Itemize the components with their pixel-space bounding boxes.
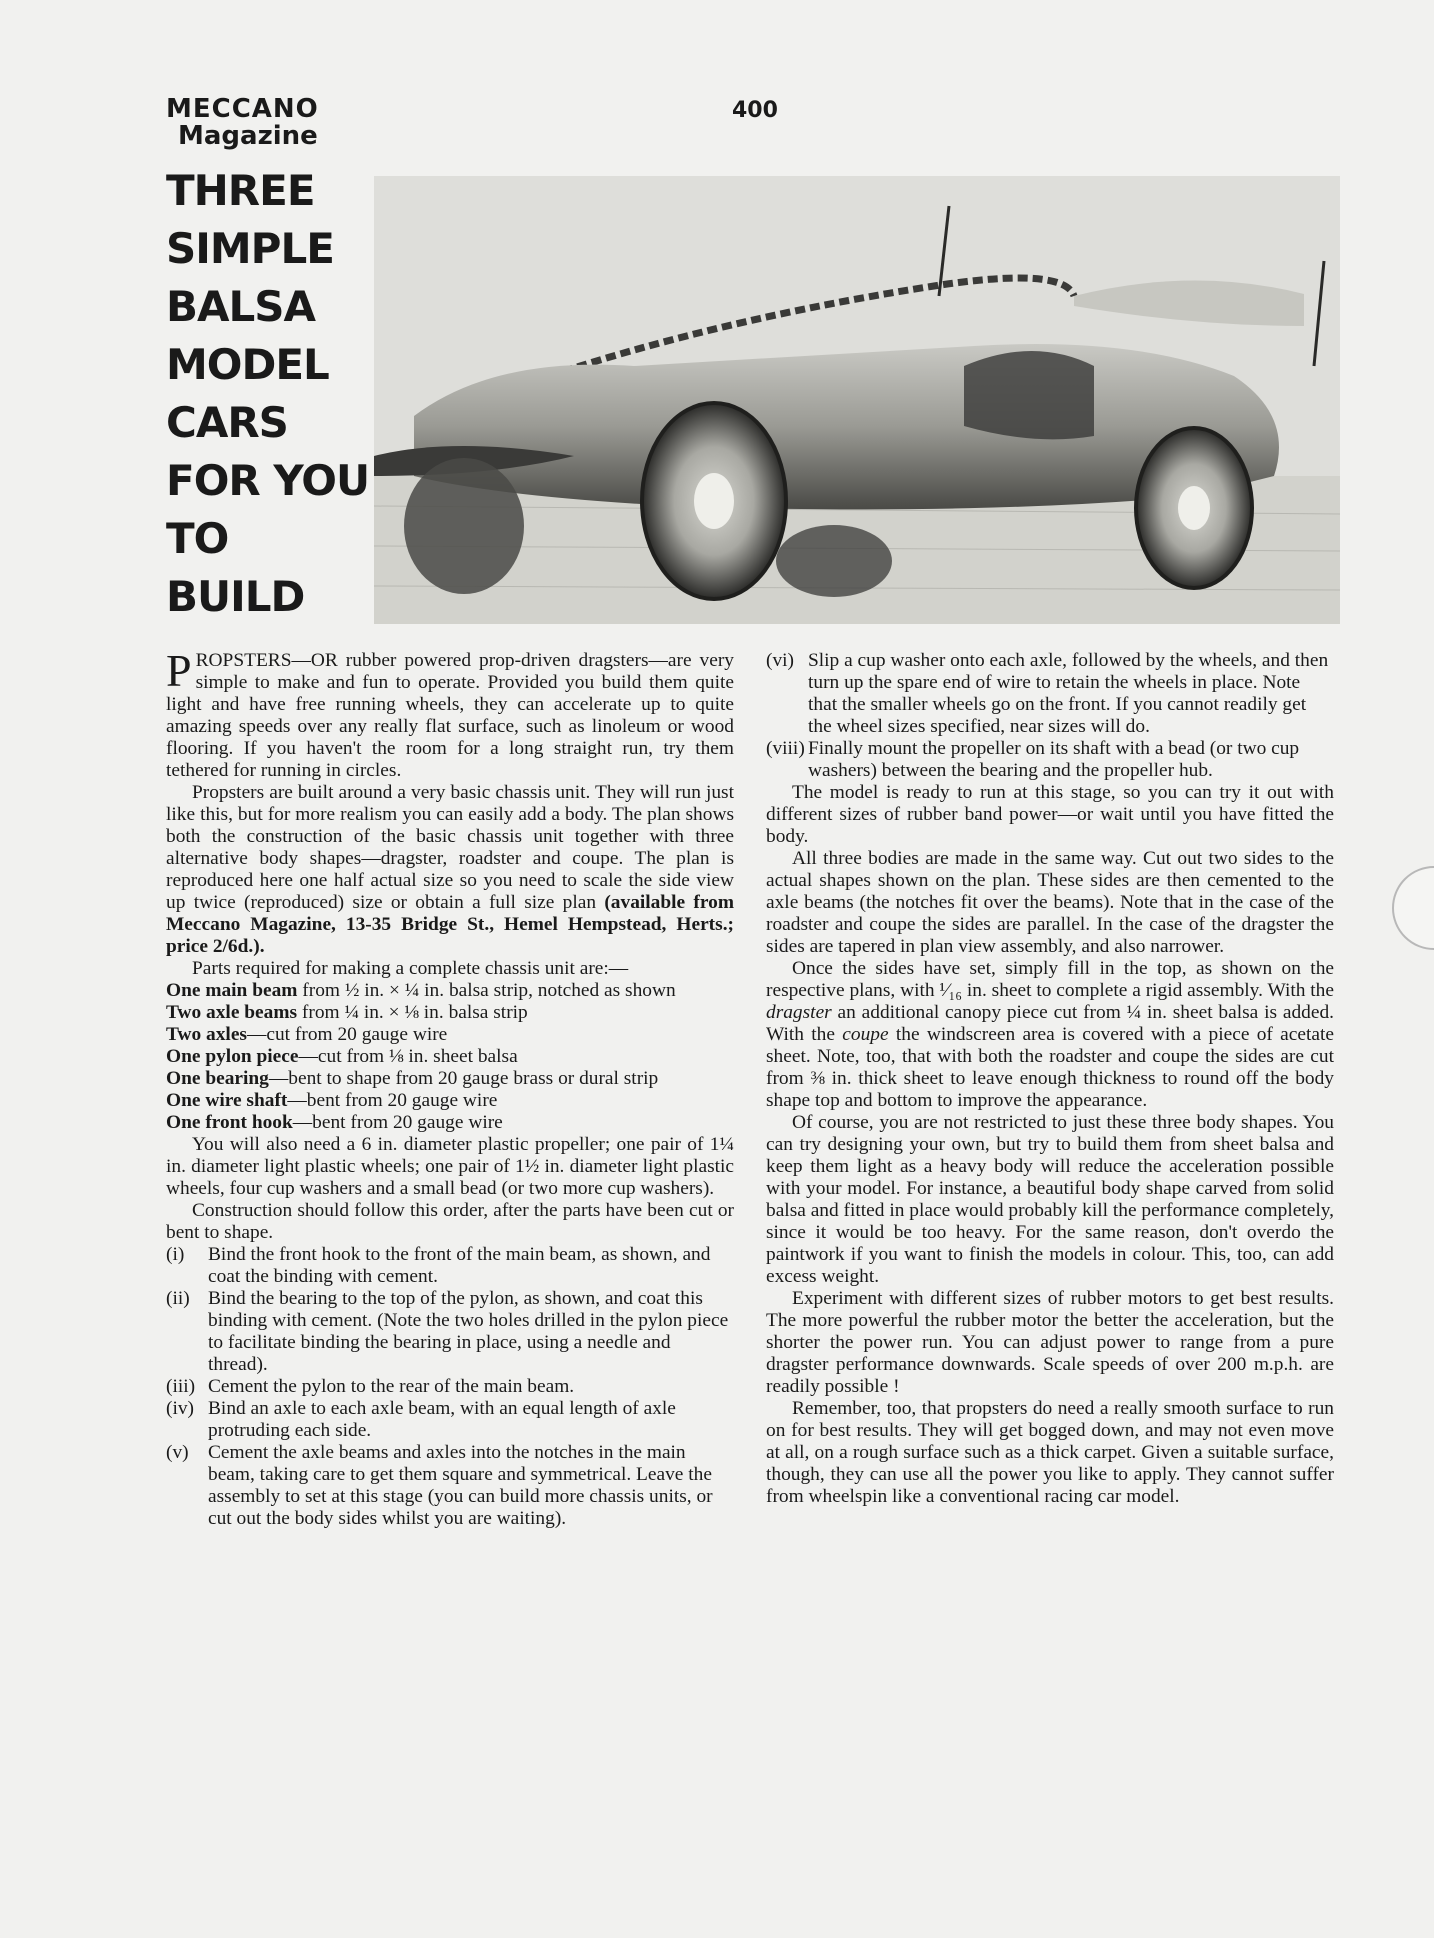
page-number: 400: [732, 98, 778, 123]
page-edge-mark: [1392, 866, 1434, 950]
paragraph-text: Propsters are built around a very basic chassis unit. They will run just like this, but for more realism you can easily add a body. The plan shows both the construction of the basic chassis unit together with three alternative body shapes—dragster, roadster and coupe. The plan is reproduced here one half actual size so you need to scale the side view up twice (reproduced) size or obtain a full size plan: [166, 782, 734, 913]
coupe-term: coupe: [842, 1024, 889, 1045]
masthead-subtitle: Magazine: [178, 121, 318, 152]
paragraph: Experiment with different sizes of rubber motors to get best results. The more powerful the rubber motor the better the acceleration, but the shorter the power run. You can adjust power to range from a pure dragster performance downwards. Scale speeds of over 200 m.p.h. are readily possible !: [766, 1288, 1334, 1397]
intro-text: ROPSTERS—OR rubber powered prop-driven dragsters—are very simple to make and fun to operate. Provided you build them quite light and have free running wheels, they can accelerate up to quite amazing speeds over any really flat surface, such as linoleum or wood flooring. If you haven't the room for a long straight run, try them tethered for running in circles.: [166, 650, 734, 781]
step-text: Cement the axle beams and axles into the notches in the main beam, taking care to get them square and symmetrical. Leave the assembly to set at this stage (you can build more chassis units, or cut out the body sides whilst you are waiting).: [208, 1442, 713, 1529]
part-name: One bearing: [166, 1068, 269, 1089]
right-column: [766, 650, 1334, 1508]
propster-car-photo-icon: [374, 176, 1340, 624]
step-item: [166, 1288, 734, 1376]
title-line: MODEL: [166, 340, 329, 389]
step-number: (iv): [166, 1398, 194, 1419]
part-name: Two axles: [166, 1024, 247, 1045]
part-name: One pylon piece: [166, 1046, 299, 1067]
paragraph: All three bodies are made in the same way. Cut out two sides to the actual shapes shown on the plan. These sides are then cemented to the axle beams (the notches fit over the beams). Note that in the case of the roadster and coupe the sides are parallel. In the case of the dragster the sides are tapered in plan view assembly, and also narrower.: [766, 848, 1334, 957]
paragraph: [166, 782, 734, 958]
title-line: CARS: [166, 398, 288, 447]
paragraph: Remember, too, that propsters do need a really smooth surface to run on for best results. They will get bogged down, and may not even move at all, on a rough surface such as a thick carpet. Given a suitable surface, though, they can use all the power you like to apply. They cannot suffer from wheelspin like a conventional racing car model.: [766, 1398, 1334, 1507]
plan-availability: (available from Meccano Magazine, 13-35 Bridge St., Hemel Hempstead, Herts.; price 2/6d.).: [166, 892, 734, 957]
dragster-term: dragster: [766, 1002, 832, 1023]
part-desc: —bent from 20 gauge wire: [287, 1090, 498, 1111]
intro-paragraph: [166, 645, 734, 782]
paragraph: You will also need a 6 in. diameter plastic propeller; one pair of 1¼ in. diameter light plastic wheels; one pair of 1½ in. diameter light plastic wheels, four cup washers and a small bead (or two more cup washers).: [166, 1134, 734, 1199]
masthead: [166, 96, 319, 151]
paragraph: [766, 958, 1334, 1112]
paragraph: Construction should follow this order, after the parts have been cut or bent to shape.: [166, 1200, 734, 1243]
part-desc: —bent to shape from 20 gauge brass or dural strip: [268, 1068, 659, 1089]
paragraph: Of course, you are not restricted to just these three body shapes. You can try designing your own, but try to build them from sheet balsa and keep them light as a heavy body will reduce the acceleration possible with your model. For instance, a beautiful body shape carved from solid balsa and fitted in place would probably kill the performance completely, since it would be too heavy. For the same reason, don't overdo the paintwork if you want to finish the models in colour. This, too, can add excess weight.: [766, 1112, 1334, 1287]
part-desc: from ½ in. × ¼ in. balsa strip, notched as shown: [297, 980, 676, 1001]
step-item: [166, 1398, 734, 1442]
step-item: [766, 738, 1334, 782]
step-text: Bind the bearing to the top of the pylon, as shown, and coat this binding with cement. (Note the two holes drilled in the pylon piece to facilitate binding the bearing in place, using a needle and thread).: [208, 1288, 729, 1375]
part-desc: —bent from 20 gauge wire: [292, 1112, 503, 1133]
left-column: [166, 645, 734, 1530]
step-number: (vi): [766, 650, 794, 671]
parts-item: [166, 1002, 734, 1024]
part-desc: from ¼ in. × ⅛ in. balsa strip: [297, 1002, 528, 1023]
paragraph-text: Once the sides have set, simply fill in the top, as shown on the respective plans, with ¹⁄₁₆ in. sheet to complete a rigid assembly. With the: [766, 958, 1334, 1001]
step-text: Finally mount the propeller on its shaft with a bead (or two cup washers) between the bearing and the propeller hub.: [808, 738, 1300, 781]
parts-item: [166, 1024, 734, 1046]
parts-item: [166, 1046, 734, 1068]
part-name: Two axle beams: [166, 1002, 298, 1023]
paragraph-text: an additional canopy piece cut from ¼ in. sheet balsa is added. With the: [766, 1002, 1334, 1045]
part-name: One front hook: [166, 1112, 293, 1133]
parts-item: [166, 980, 734, 1002]
paragraph: Parts required for making a complete chassis unit are:—: [192, 958, 629, 979]
step-number: (iii): [166, 1376, 196, 1397]
title-line: BALSA: [166, 282, 316, 331]
step-number: (i): [166, 1244, 185, 1265]
step-number: (viii): [766, 738, 805, 759]
title-line: THREE: [166, 166, 315, 215]
step-number: (ii): [166, 1288, 190, 1309]
step-number: (v): [166, 1442, 189, 1463]
step-text: Bind an axle to each axle beam, with an equal length of axle protruding each side.: [208, 1398, 676, 1441]
paragraph-text: the windscreen area is covered with a piece of acetate sheet. Note, too, that with both the roadster and coupe the sides are cut from ⅜ in. thick sheet to leave enough thickness to round off the body shape top and bottom to improve the appearance.: [766, 1024, 1334, 1111]
drop-cap: P: [166, 645, 192, 696]
step-item: [166, 1376, 734, 1398]
title-line: TO BUILD: [166, 514, 305, 621]
propster-car-photo: [374, 176, 1340, 624]
part-name: One main beam: [166, 980, 298, 1001]
step-text: Bind the front hook to the front of the main beam, as shown, and coat the binding with cement.: [208, 1244, 711, 1287]
step-text: Slip a cup washer onto each axle, followed by the wheels, and then turn up the spare end of wire to retain the wheels in place. Note that the smaller wheels go on the front. If you cannot readily get the wheel sizes specified, near sizes will do.: [808, 650, 1329, 737]
article-title: [166, 162, 376, 626]
title-line: FOR YOU: [166, 456, 370, 505]
parts-item: [166, 1068, 734, 1090]
step-item: [166, 1244, 734, 1288]
step-item: [766, 650, 1334, 738]
parts-item: [166, 1112, 734, 1134]
parts-item: [166, 1090, 734, 1112]
title-line: SIMPLE: [166, 224, 334, 273]
paragraph: The model is ready to run at this stage, so you can try it out with different sizes of rubber band power—or wait until you have fitted the body.: [766, 782, 1334, 847]
part-name: One wire shaft: [166, 1090, 288, 1111]
part-desc: —cut from 20 gauge wire: [246, 1024, 448, 1045]
step-text: Cement the pylon to the rear of the main beam.: [208, 1376, 575, 1397]
masthead-title: MECCANO: [166, 94, 319, 124]
step-item: [166, 1442, 734, 1530]
part-desc: —cut from ⅛ in. sheet balsa: [298, 1046, 518, 1067]
